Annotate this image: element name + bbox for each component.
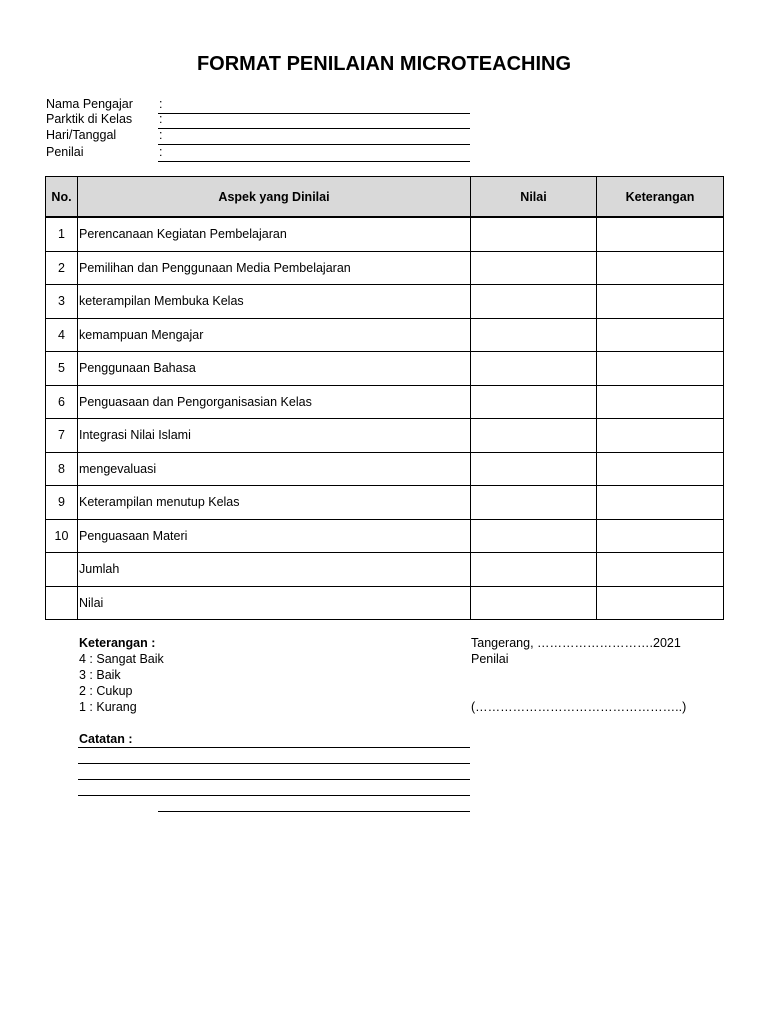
info-field-line-nama-pengajar[interactable] — [158, 113, 470, 114]
row-keterangan-cell[interactable] — [597, 519, 724, 553]
row-keterangan-cell[interactable] — [597, 419, 724, 453]
row-nilai-cell[interactable] — [471, 519, 597, 553]
catatan-line[interactable] — [78, 795, 470, 796]
header-nilai: Nilai — [471, 177, 597, 218]
header-no: No. — [46, 177, 78, 218]
table-header-row — [46, 177, 724, 218]
table-row — [46, 519, 724, 553]
row-aspect: Jumlah — [78, 553, 471, 587]
row-aspect: Penguasaan dan Pengorganisasian Kelas — [78, 385, 471, 419]
table-row — [46, 486, 724, 520]
header-keterangan: Keterangan — [597, 177, 724, 218]
row-keterangan-cell[interactable] — [597, 251, 724, 285]
row-keterangan-cell[interactable] — [597, 553, 724, 587]
page-title: FORMAT PENILAIAN MICROTEACHING — [196, 53, 572, 75]
signature-name-placeholder: (…………………………………………..) — [471, 700, 687, 714]
legend-item: 3 : Baik — [79, 668, 121, 682]
keterangan-heading: Keterangan : — [79, 636, 156, 650]
legend-item: 1 : Kurang — [79, 700, 137, 714]
row-aspect: keterampilan Membuka Kelas — [78, 285, 471, 319]
row-nilai-cell[interactable] — [471, 452, 597, 486]
row-number: 1 — [46, 217, 78, 251]
info-field-line-praktik-kelas[interactable] — [158, 128, 470, 129]
row-nilai-cell[interactable] — [471, 385, 597, 419]
row-number: 3 — [46, 285, 78, 319]
row-nilai-cell[interactable] — [471, 553, 597, 587]
row-number: 7 — [46, 419, 78, 453]
row-number: 9 — [46, 486, 78, 520]
info-label-penilai: Penilai — [46, 145, 84, 159]
info-label-nama-pengajar: Nama Pengajar — [46, 97, 133, 111]
row-aspect: mengevaluasi — [78, 452, 471, 486]
row-nilai-cell[interactable] — [471, 352, 597, 386]
row-aspect: Integrasi Nilai Islami — [78, 419, 471, 453]
row-aspect: Keterampilan menutup Kelas — [78, 486, 471, 520]
info-colon: : — [159, 145, 163, 159]
catatan-heading: Catatan : — [79, 732, 133, 746]
table-row — [46, 419, 724, 453]
catatan-line[interactable] — [78, 779, 470, 780]
table-row — [46, 251, 724, 285]
legend-item: 2 : Cukup — [79, 684, 133, 698]
row-keterangan-cell[interactable] — [597, 486, 724, 520]
row-nilai-cell[interactable] — [471, 251, 597, 285]
row-keterangan-cell[interactable] — [597, 217, 724, 251]
table-row — [46, 385, 724, 419]
row-aspect: Pemilihan dan Penggunaan Media Pembelajaran — [78, 251, 471, 285]
table-row — [46, 452, 724, 486]
row-keterangan-cell[interactable] — [597, 586, 724, 620]
signature-place-date: Tangerang, ……………………….2021 — [471, 636, 681, 650]
signature-role: Penilai — [471, 652, 509, 666]
info-field-line-penilai[interactable] — [158, 161, 470, 162]
legend-item: 4 : Sangat Baik — [79, 652, 164, 666]
row-number: 4 — [46, 318, 78, 352]
table-row — [46, 318, 724, 352]
row-nilai-cell[interactable] — [471, 285, 597, 319]
row-aspect: Nilai — [78, 586, 471, 620]
row-nilai-cell[interactable] — [471, 318, 597, 352]
row-number: 8 — [46, 452, 78, 486]
table-row — [46, 217, 724, 251]
row-keterangan-cell[interactable] — [597, 285, 724, 319]
header-aspect: Aspek yang Dinilai — [78, 177, 471, 218]
row-keterangan-cell[interactable] — [597, 352, 724, 386]
row-aspect: Penguasaan Materi — [78, 519, 471, 553]
table-row — [46, 586, 724, 620]
row-nilai-cell[interactable] — [471, 486, 597, 520]
info-label-praktik-kelas: Parktik di Kelas — [46, 112, 133, 126]
row-number — [46, 553, 78, 587]
table-row — [46, 285, 724, 319]
info-label-hari-tanggal: Hari/Tanggal — [46, 128, 117, 142]
catatan-line[interactable] — [78, 747, 470, 748]
row-number: 6 — [46, 385, 78, 419]
catatan-line[interactable] — [78, 763, 470, 764]
row-nilai-cell[interactable] — [471, 586, 597, 620]
row-aspect: Penggunaan Bahasa — [78, 352, 471, 386]
row-nilai-cell[interactable] — [471, 217, 597, 251]
assessment-table — [45, 176, 724, 620]
row-aspect: Perencanaan Kegiatan Pembelajaran — [78, 217, 471, 251]
row-number — [46, 586, 78, 620]
row-nilai-cell[interactable] — [471, 419, 597, 453]
info-colon: : — [159, 128, 163, 142]
row-keterangan-cell[interactable] — [597, 452, 724, 486]
catatan-line[interactable] — [158, 811, 470, 812]
table-row — [46, 352, 724, 386]
row-number: 2 — [46, 251, 78, 285]
row-number: 10 — [46, 519, 78, 553]
info-colon: : — [159, 112, 163, 126]
row-keterangan-cell[interactable] — [597, 385, 724, 419]
row-keterangan-cell[interactable] — [597, 318, 724, 352]
row-number: 5 — [46, 352, 78, 386]
info-field-line-hari-tanggal[interactable] — [158, 144, 470, 145]
info-colon: : — [159, 97, 163, 111]
table-row — [46, 553, 724, 587]
row-aspect: kemampuan Mengajar — [78, 318, 471, 352]
